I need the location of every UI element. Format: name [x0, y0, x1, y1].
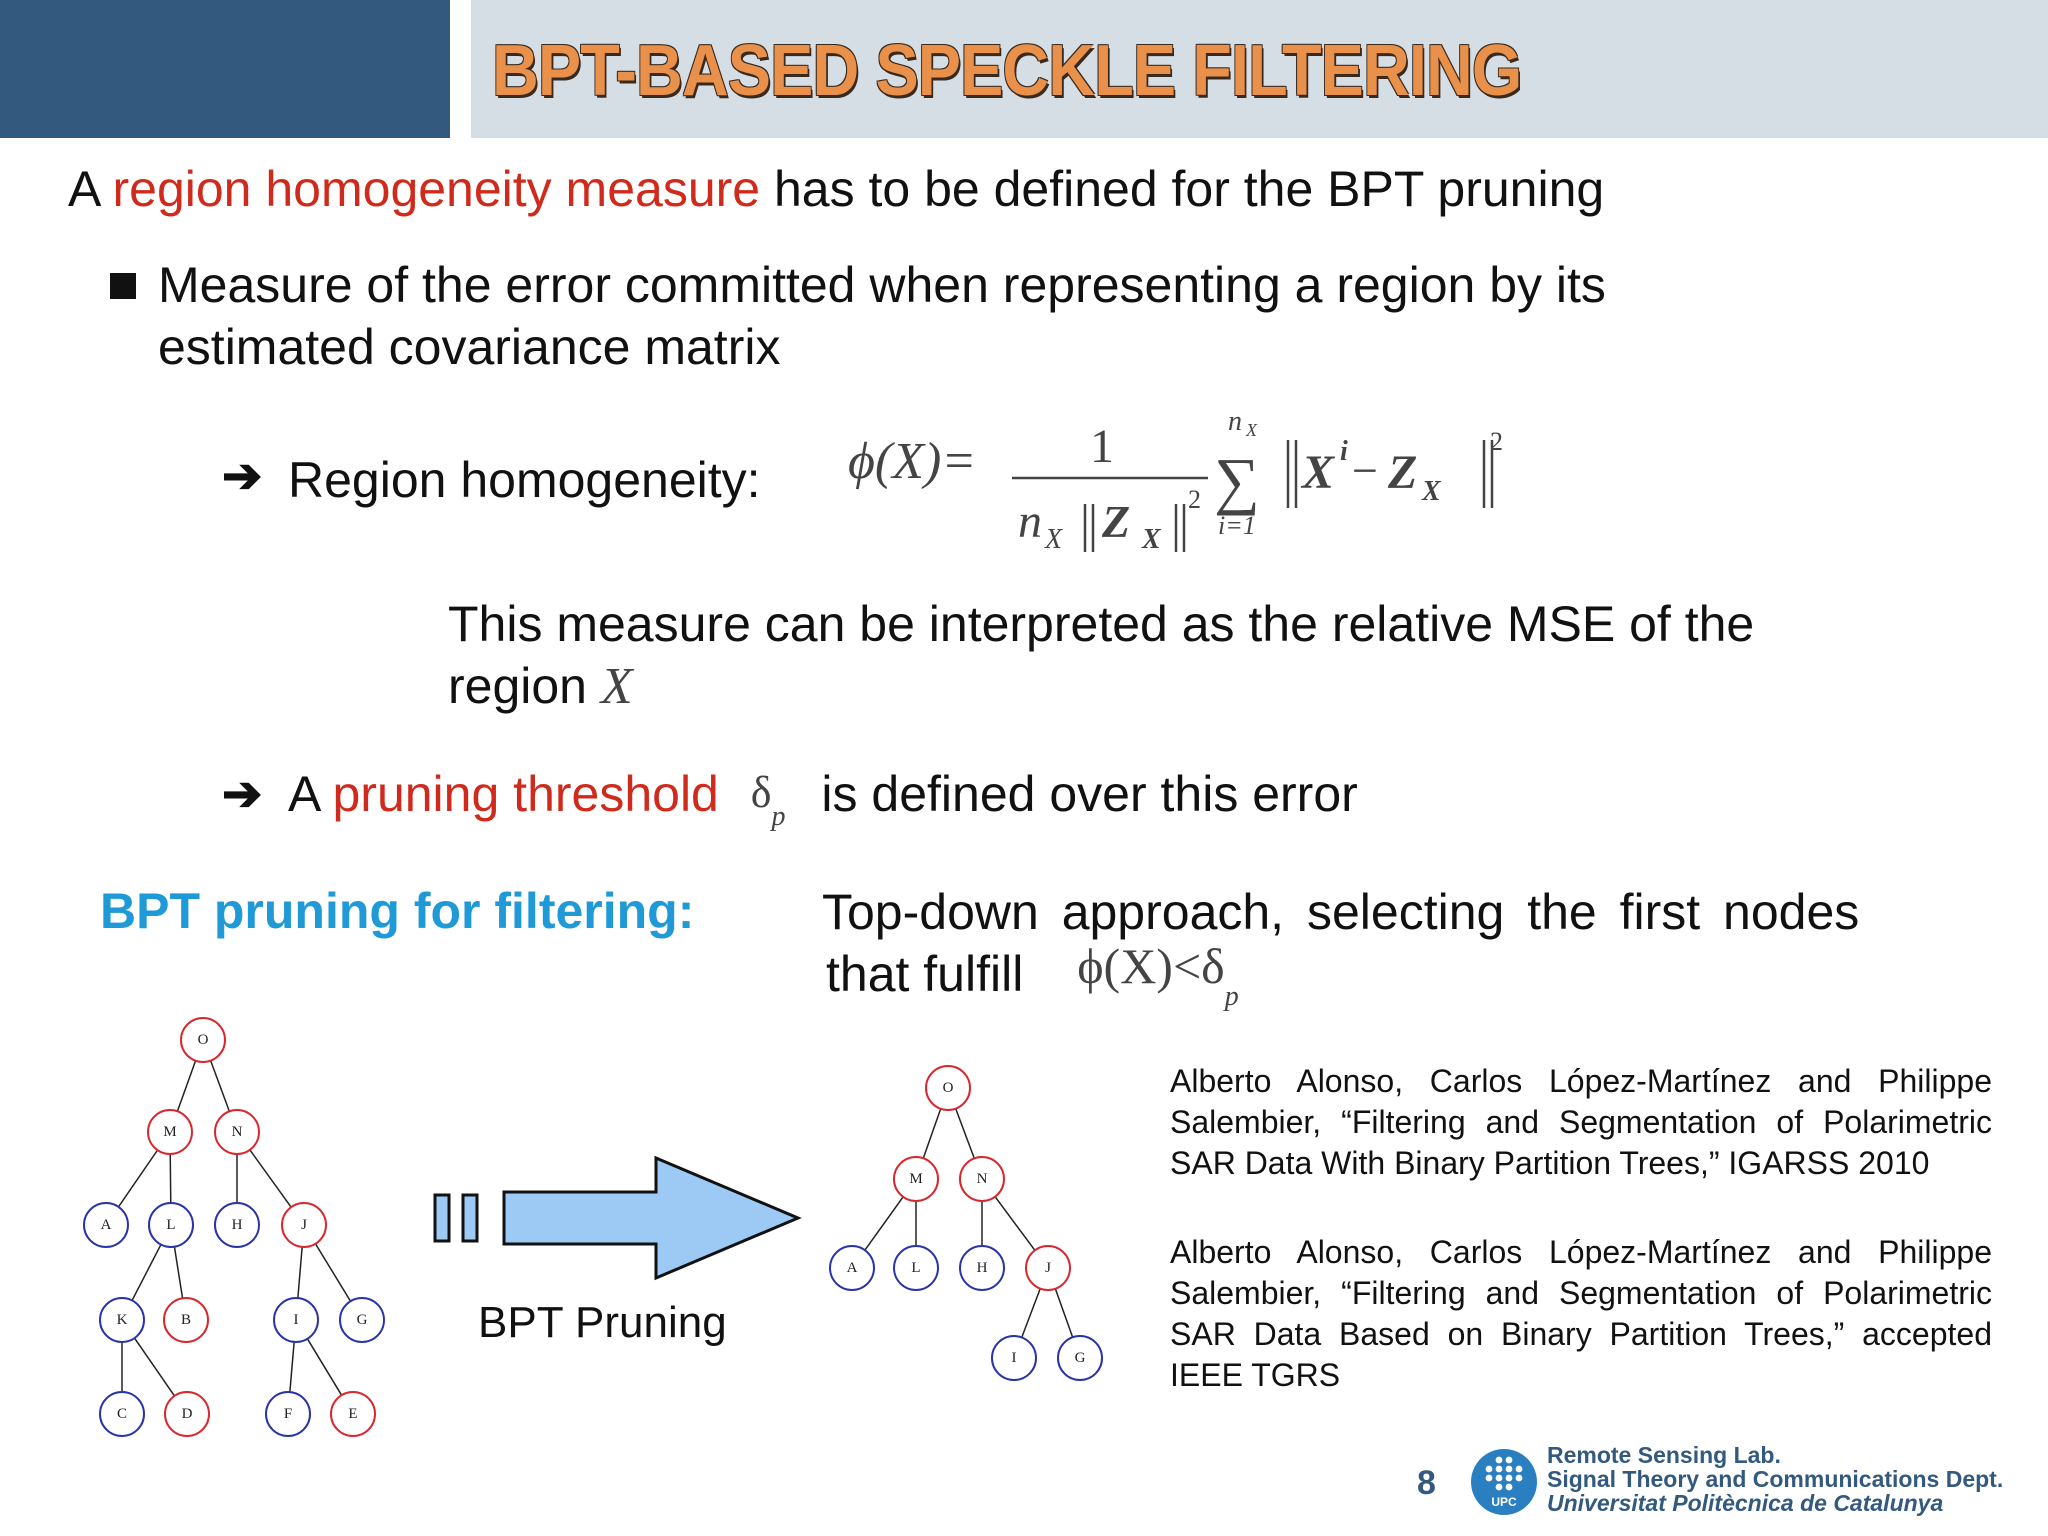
- tree-node-E: [331, 1392, 375, 1436]
- reference-1: Alberto Alonso, Carlos López-Martínez and Philippe Salembier, “Filtering and Segmentation of Polarimetric SAR Data With Binary Partition Trees,” IGARSS 2010: [1170, 1063, 1992, 1181]
- pruning-label: BPT pruning for filtering:: [100, 883, 695, 939]
- tree-node-G: [1058, 1336, 1102, 1380]
- tree-node-A: [830, 1246, 874, 1290]
- tree-node-H: [215, 1203, 259, 1247]
- tree-node-N: [215, 1110, 259, 1154]
- formula-sum-top-sub: X: [1246, 420, 1257, 440]
- formula-sum: ∑: [1214, 445, 1260, 516]
- formula-den-sq: 2: [1188, 485, 1201, 514]
- formula-body-z: Z: [1388, 446, 1418, 499]
- tree-node-J: [1026, 1246, 1070, 1290]
- upc-logo-dot: [1516, 1466, 1523, 1473]
- threshold-highlight: pruning threshold: [332, 766, 719, 822]
- tree-node-label-I: I: [293, 1312, 299, 1328]
- pruning-arrow-bar-2: [463, 1195, 477, 1241]
- tree-node-K: [100, 1298, 144, 1342]
- upc-logo-dot: [1496, 1457, 1503, 1464]
- bullet-square-icon: [110, 273, 136, 299]
- pruning-condition-sub: p: [1224, 981, 1239, 1012]
- upc-logo-text: UPC: [1491, 1495, 1517, 1509]
- footer-lab-info: [1547, 1443, 2003, 1515]
- formula-body-minus: −: [1352, 445, 1378, 496]
- tree-edge-J-I: [298, 1247, 302, 1298]
- upc-logo-dot: [1496, 1466, 1503, 1473]
- pruning-arrow-body: [504, 1158, 798, 1278]
- tree-node-M: [894, 1157, 938, 1201]
- intro-line: [68, 158, 1604, 220]
- tree-node-O: [926, 1066, 970, 1110]
- tree-edge-L-K: [132, 1245, 161, 1301]
- tree-node-L: [149, 1203, 193, 1247]
- threshold-line: [288, 763, 1358, 834]
- tree-node-label-J: J: [301, 1217, 307, 1233]
- pruning-arrow: [430, 1150, 810, 1290]
- tree-edge-M-A: [118, 1150, 157, 1207]
- header-left-band: [0, 0, 450, 138]
- upc-logo-dot: [1506, 1466, 1513, 1473]
- threshold-symbol: δ: [750, 768, 772, 817]
- tree-node-label-K: K: [116, 1312, 128, 1328]
- tree-node-label-A: A: [100, 1217, 112, 1233]
- formula-den-nsub: X: [1045, 524, 1063, 555]
- formula-body-i: i: [1340, 436, 1348, 467]
- tree-node-label-O: O: [942, 1080, 954, 1096]
- right-arrow-icon-2: ➔: [222, 768, 263, 821]
- upc-logo-dot: [1496, 1475, 1503, 1482]
- bullet-line-2: estimated covariance matrix: [158, 319, 781, 375]
- threshold-symbol-sub: p: [771, 801, 786, 832]
- tree-node-label-E: E: [348, 1406, 358, 1422]
- tree-node-I: [992, 1336, 1036, 1380]
- formula-den-z: Z: [1102, 496, 1131, 547]
- tree-edge-M-L: [170, 1154, 171, 1203]
- upc-logo-dot: [1486, 1466, 1493, 1473]
- tree-edge-K-D: [135, 1338, 175, 1396]
- upc-logo-dot: [1506, 1484, 1513, 1491]
- intro-prefix: A: [68, 161, 113, 217]
- interpretation-line-1: This measure can be interpreted as the relative MSE of the: [448, 596, 1755, 652]
- tree-node-label-D: D: [181, 1406, 193, 1422]
- slide-title: BPT-BASED SPECKLE FILTERING: [492, 31, 1522, 111]
- tree-edge-O-M: [923, 1109, 940, 1158]
- formula-lhs: ϕ(X)=: [848, 433, 977, 490]
- tree-edge-J-I: [1022, 1289, 1040, 1338]
- tree-node-label-G: G: [1074, 1350, 1086, 1366]
- tree-node-label-M: M: [163, 1124, 177, 1140]
- tree-node-C: [100, 1392, 144, 1436]
- right-arrow-icon: ➔: [222, 450, 263, 503]
- tree-node-I: [274, 1298, 318, 1342]
- footer-dept-name: Signal Theory and Communications Dept.: [1547, 1466, 2004, 1492]
- tree-node-label-L: L: [166, 1217, 176, 1233]
- tree-node-label-M: M: [909, 1171, 923, 1187]
- tree-node-label-B: B: [180, 1312, 192, 1328]
- tree-node-D: [165, 1392, 209, 1436]
- tree-edge-I-E: [307, 1339, 341, 1395]
- formula-body-sq: 2: [1490, 427, 1503, 456]
- upc-logo-dot: [1486, 1475, 1493, 1482]
- tree-edge-N-J: [250, 1150, 291, 1207]
- footer-university-name: Universitat Politècnica de Catalunya: [1547, 1490, 1944, 1516]
- bullet-line-1: Measure of the error committed when representing a region by its: [158, 257, 1606, 313]
- intro-highlight: region homogeneity measure: [112, 161, 761, 217]
- upc-logo-dot: [1516, 1475, 1523, 1482]
- tree-node-label-H: H: [976, 1260, 988, 1276]
- tree-node-label-J: J: [1045, 1260, 1051, 1276]
- formula-sum-top: n: [1228, 406, 1242, 437]
- threshold-suffix: is defined over this error: [821, 766, 1358, 822]
- tree-edge-N-J: [995, 1197, 1035, 1251]
- pruning-line-1: Top-down approach, selecting the first nodes: [822, 884, 1860, 940]
- tree-node-M: [148, 1110, 192, 1154]
- pruning-condition: ϕ(X)<δ: [1077, 938, 1225, 994]
- tree-node-label-I: I: [1011, 1350, 1017, 1366]
- interpretation-text: region: [448, 658, 601, 714]
- tree-pruned-diagram: [820, 1060, 1140, 1390]
- pruning-arrow-bar-1: [435, 1195, 449, 1241]
- tree-edge-J-G: [315, 1244, 350, 1301]
- tree-edge-I-F: [290, 1342, 294, 1392]
- tree-node-N: [960, 1157, 1004, 1201]
- page-number: 8: [1417, 1464, 1436, 1502]
- interpretation-line-2: [448, 655, 633, 718]
- upc-logo-dot: [1496, 1484, 1503, 1491]
- tree-node-H: [960, 1246, 1004, 1290]
- pruning-line-2-text: that fulfill: [826, 946, 1024, 1002]
- tree-node-label-H: H: [231, 1217, 243, 1233]
- pruning-line-2: [826, 938, 1239, 1014]
- tree-node-label-C: C: [116, 1406, 128, 1422]
- tree-node-B: [164, 1298, 208, 1342]
- tree-node-J: [282, 1203, 326, 1247]
- tree-edge-O-N: [211, 1061, 230, 1112]
- tree-edge-O-M: [177, 1061, 195, 1112]
- formula-den-n: n: [1018, 495, 1042, 548]
- tree-node-label-L: L: [911, 1260, 921, 1276]
- upc-logo-dot: [1506, 1475, 1513, 1482]
- tree-edge-J-G: [1055, 1289, 1072, 1338]
- upc-logo-dot: [1506, 1457, 1513, 1464]
- tree-node-label-N: N: [231, 1124, 243, 1140]
- homogeneity-label: Region homogeneity:: [288, 452, 761, 508]
- formula-sum-bottom: i=1: [1218, 511, 1256, 540]
- tree-node-O: [181, 1018, 225, 1062]
- interpretation-var: X: [600, 658, 633, 715]
- reference-2: Alberto Alonso, Carlos López-Martínez and Philippe Salembier, “Filtering and Segmentation of Polarimetric SAR Data Based on Binary Partition Trees,” accepted IEEE TGRS: [1170, 1234, 1992, 1393]
- tree-node-L: [894, 1246, 938, 1290]
- tree-node-label-G: G: [356, 1312, 368, 1328]
- upc-logo-icon: [1470, 1448, 1538, 1516]
- tree-node-label-A: A: [846, 1260, 858, 1276]
- intro-suffix: has to be defined for the BPT pruning: [760, 161, 1605, 217]
- tree-node-label-O: O: [197, 1032, 209, 1048]
- tree-node-G: [340, 1298, 384, 1342]
- homogeneity-formula: [840, 400, 1520, 570]
- tree-node-A: [84, 1203, 128, 1247]
- tree-full-diagram: [60, 1000, 400, 1450]
- tree-edge-O-N: [956, 1109, 975, 1159]
- tree-edge-L-B: [174, 1247, 182, 1299]
- tree-edge-M-A: [865, 1197, 903, 1250]
- pruning-arrow-label: BPT Pruning: [478, 1298, 727, 1347]
- tree-node-label-N: N: [976, 1171, 988, 1187]
- formula-den-zsub: X: [1142, 524, 1161, 555]
- formula-body-x: X: [1302, 446, 1335, 499]
- formula-body-zsub: X: [1422, 476, 1441, 507]
- tree-node-label-F: F: [283, 1406, 293, 1422]
- formula-numerator: 1: [1090, 420, 1114, 473]
- footer-lab-name: Remote Sensing Lab.: [1547, 1442, 1781, 1468]
- tree-node-F: [266, 1392, 310, 1436]
- threshold-prefix: A: [288, 766, 333, 822]
